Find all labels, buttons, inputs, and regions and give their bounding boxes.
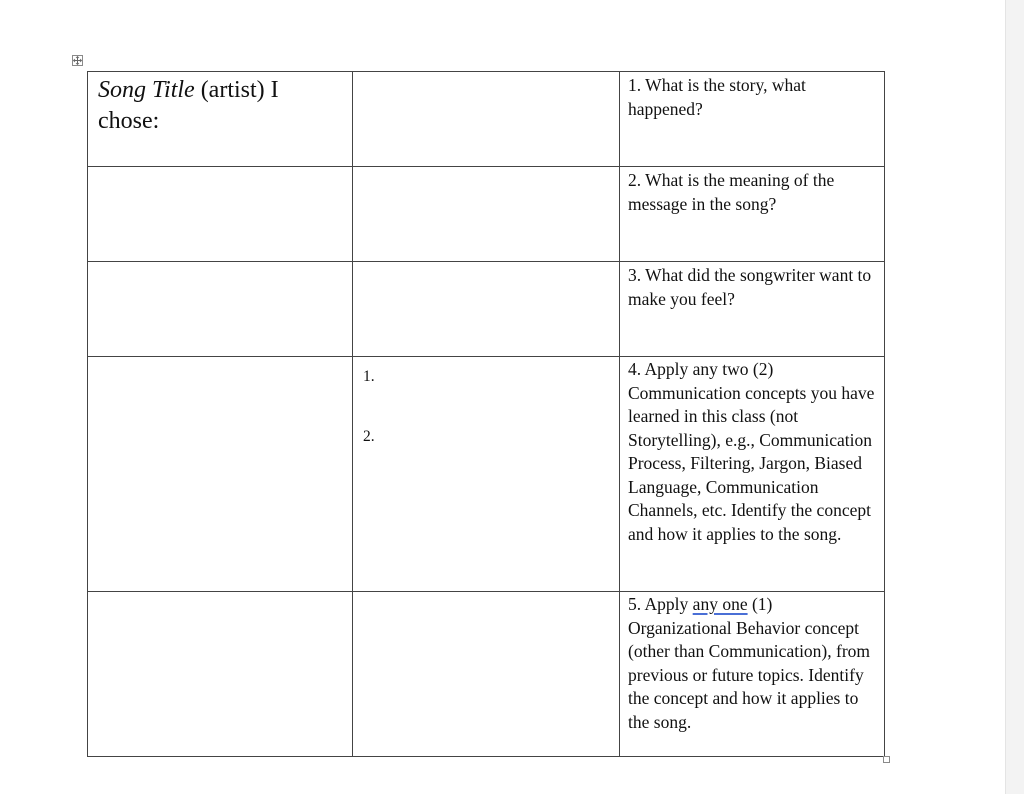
- table-row: [88, 592, 885, 757]
- question-cell-5[interactable]: [620, 592, 885, 757]
- answer-number-2: 2.: [363, 428, 375, 445]
- answer-cell[interactable]: [88, 592, 353, 757]
- question-1-text: 1. What is the story, what happened?: [628, 75, 806, 119]
- question-cell-1[interactable]: [620, 72, 885, 167]
- song-analysis-table: [87, 71, 885, 757]
- answer-cell[interactable]: [353, 592, 620, 757]
- table-move-icon[interactable]: [72, 55, 83, 66]
- answer-cell[interactable]: [353, 262, 620, 357]
- scrollbar[interactable]: [1005, 0, 1024, 794]
- song-title-suffix: (artist) I chose:: [98, 77, 279, 134]
- table-row: [88, 357, 885, 592]
- answer-cell[interactable]: [353, 167, 620, 262]
- song-title-cell[interactable]: [88, 72, 353, 167]
- answer-cell[interactable]: [88, 357, 353, 592]
- question-3-text: 3. What did the songwriter want to make you feel?: [628, 265, 872, 309]
- question-2-text: 2. What is the meaning of the message in the song?: [628, 170, 835, 214]
- answer-cell[interactable]: [353, 72, 620, 167]
- table-row: [88, 72, 885, 167]
- question-5-prefix: 5. Apply: [628, 594, 693, 614]
- spellcheck-flagged-text[interactable]: any one: [692, 594, 748, 614]
- question-cell-2[interactable]: [620, 167, 885, 262]
- table-row: [88, 167, 885, 262]
- answer-cell[interactable]: [88, 262, 353, 357]
- table-resize-handle[interactable]: [883, 756, 890, 763]
- question-cell-3[interactable]: [620, 262, 885, 357]
- question-cell-4[interactable]: [620, 357, 885, 592]
- question-5-suffix: (1) Organizational Behavior concept (other than Communication), from previous or future topics. Identify the concept and how it applies to the song.: [628, 594, 871, 732]
- numbered-answer-cell[interactable]: [353, 357, 620, 592]
- question-4-text: 4. Apply any two (2) Communication concepts you have learned in this class (not Storytelling), e.g., Communication Process, Filtering, Jargon, Biased Language, Communication Channels, etc. Identify the concept and how it applies to the song.: [628, 359, 875, 544]
- answer-cell[interactable]: [88, 167, 353, 262]
- answer-number-1: 1.: [363, 368, 375, 385]
- table-row: [88, 262, 885, 357]
- song-title-label: Song Title: [98, 77, 195, 103]
